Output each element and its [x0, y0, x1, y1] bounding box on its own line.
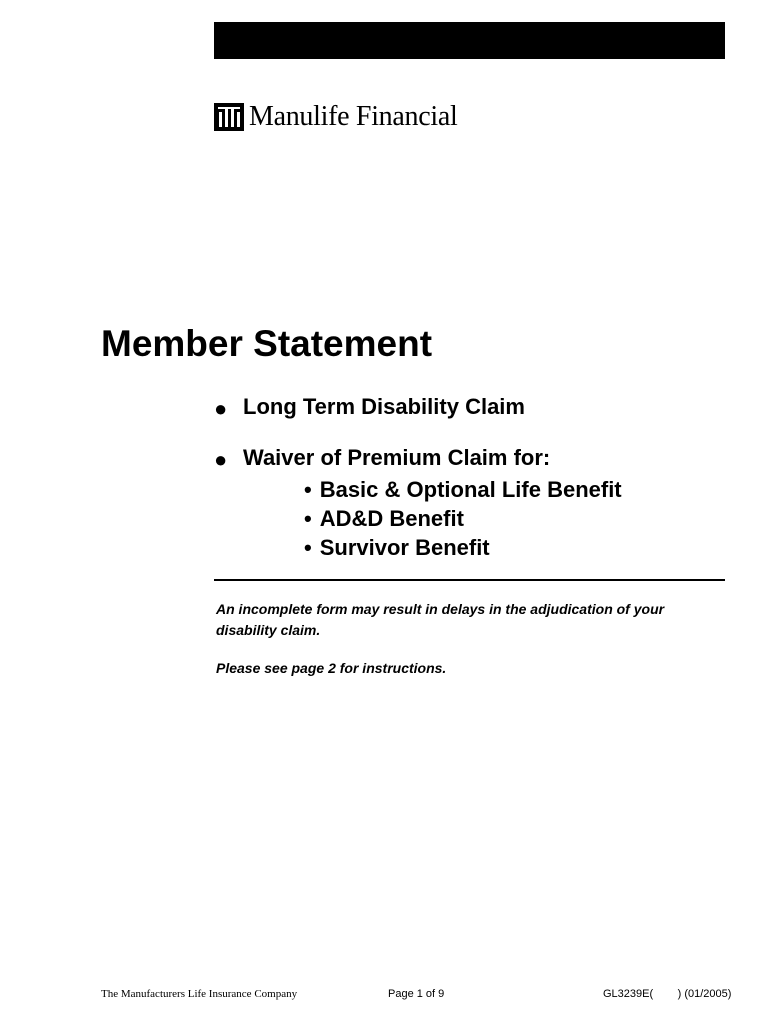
manulife-logo-icon: [214, 103, 244, 131]
claim-item-waiver-of-premium: [214, 444, 724, 560]
incomplete-form-notice: An incomplete form may result in delays in the adjudication of your disability claim.: [216, 601, 665, 638]
claim-type-list: [214, 393, 724, 560]
bullet-icon: •: [304, 535, 312, 560]
bullet-icon: •: [304, 477, 312, 502]
waiver-benefit-list: [304, 475, 724, 562]
header-bar: [214, 22, 725, 59]
bullet-icon: ●: [214, 396, 228, 421]
footer-form-code: GL3239E( ) (01/2005): [603, 988, 732, 1000]
company-name: Manulife Financial: [249, 101, 458, 132]
claim-label: Waiver of Premium Claim for:: [243, 445, 551, 470]
footer-page-number: Page 1 of 9: [388, 988, 445, 1000]
benefit-item-add: [304, 504, 724, 533]
document-title: Member Statement: [101, 323, 433, 364]
company-logo: [214, 103, 457, 131]
instructions-reference: Please see page 2 for instructions.: [216, 660, 447, 676]
section-divider: [214, 579, 725, 581]
bullet-icon: ●: [214, 447, 228, 472]
benefit-label: Survivor Benefit: [319, 535, 490, 560]
benefit-item-basic-optional-life: [304, 475, 724, 504]
claim-item-long-term-disability: [214, 393, 724, 421]
benefit-item-survivor: [304, 533, 724, 562]
bullet-icon: •: [304, 506, 312, 531]
benefit-label: AD&D Benefit: [319, 506, 464, 531]
claim-label: Long Term Disability Claim: [243, 394, 525, 419]
benefit-label: Basic & Optional Life Benefit: [319, 477, 622, 502]
footer-company: The Manufacturers Life Insurance Company: [101, 988, 298, 1000]
